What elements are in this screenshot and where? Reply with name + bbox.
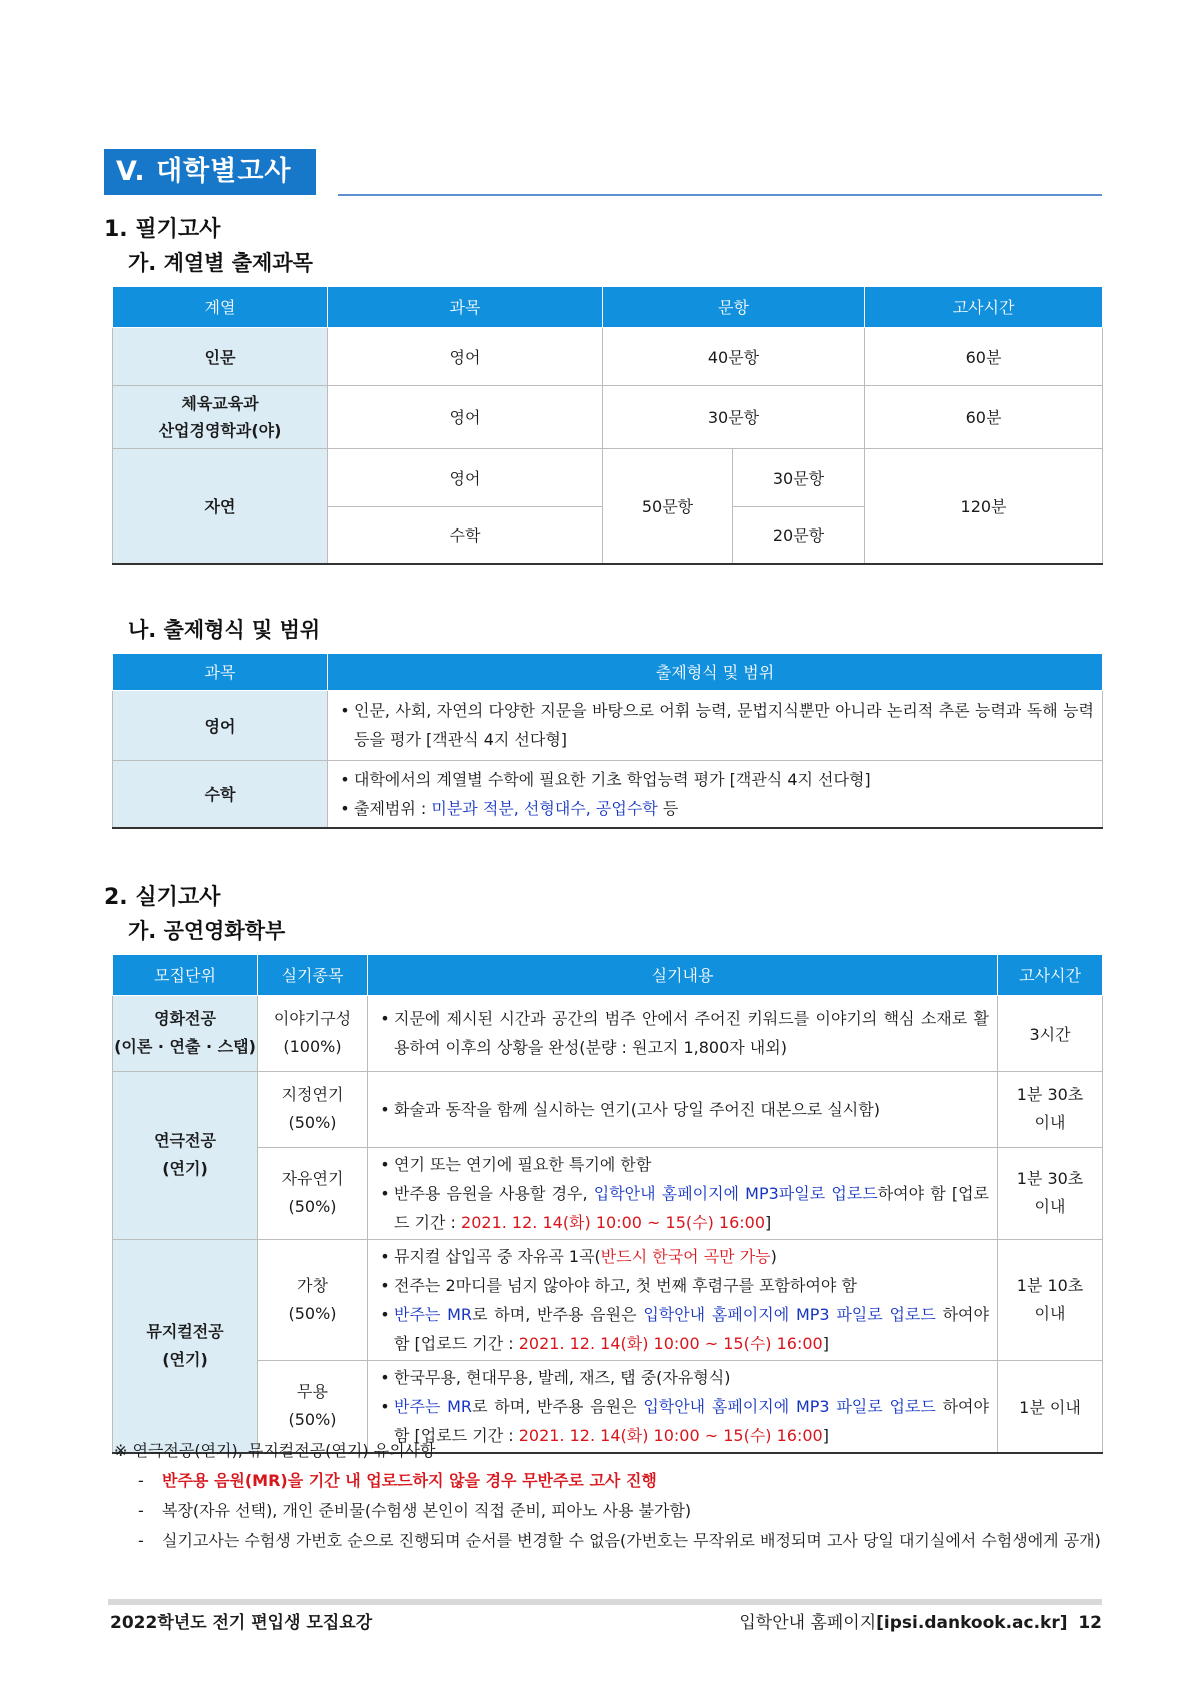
content-cell: • 뮤지컬 삽입곡 중 자유곡 1곡(반드시 한국어 곡만 가능) • 전주는 2마디를 넘지 않아야 하고, 첫 번째 후렴구를 포함하여야 함 • 반주는 MR로 하며, 반주용 음원은 입학안내 홈페이지에 MP3 파일로 업로드 하여야 함 [업로드 기간 : 2021. 12. 14(화) 10:00 ~ 15(수) 16:00] bbox=[368, 1239, 998, 1360]
group-pe-industrial bbox=[113, 385, 328, 448]
header-time: 고사시간 bbox=[998, 955, 1103, 995]
time-line2: 이내 bbox=[1034, 1197, 1066, 1216]
time-line1: 1분 30초 bbox=[1016, 1085, 1084, 1104]
upload-instruction: 입학안내 홈페이지에 MP3파일로 업로드 bbox=[593, 1183, 878, 1203]
math-text2-suffix: 등 bbox=[657, 798, 679, 818]
content-text: 한국무용, 현대무용, 발레, 재즈, 탭 중(자유형식) bbox=[394, 1367, 731, 1387]
content-text: 연기 또는 연기에 필요한 특기에 한함 bbox=[394, 1154, 652, 1174]
content-end: ] bbox=[822, 1333, 829, 1353]
footer-url[interactable]: [ipsi.dankook.ac.kr] bbox=[876, 1613, 1068, 1633]
event-line2: (50%) bbox=[288, 1197, 337, 1216]
format-table bbox=[112, 654, 1103, 829]
unit-line1: 영화전공 bbox=[154, 1009, 216, 1028]
upload-period: 2021. 12. 14(화) 10:00 ~ 15(수) 16:00 bbox=[461, 1212, 766, 1232]
note-item: 반주용 음원(MR)을 기간 내 업로드하지 않을 경우 무반주로 고사 진행 bbox=[162, 1471, 657, 1490]
event-cell bbox=[258, 1147, 368, 1239]
time-cell bbox=[998, 1147, 1103, 1239]
header-content: 실기내용 bbox=[368, 955, 998, 995]
time-cell: 60분 bbox=[865, 385, 1103, 448]
english-text: 인문, 사회, 자연의 다양한 지문을 바탕으로 어휘 능력, 문법지식뿐만 아니라 논리적 추론 능력과 독해 능력 등을 평가 [객관식 4지 선다형] bbox=[354, 701, 1094, 749]
content-text: 지문에 제시된 시간과 공간의 범주 안에서 주어진 키워드를 이야기의 핵심 소재로 활용하여 이후의 상황을 완성(분량 : 원고지 1,800자 내외) bbox=[394, 1009, 989, 1057]
event-line1: 지정연기 bbox=[281, 1085, 344, 1104]
event-line2: (50%) bbox=[288, 1410, 337, 1429]
footer-divider bbox=[108, 1599, 1102, 1605]
items-total-cell: 50문항 bbox=[603, 448, 733, 564]
unit-film bbox=[113, 995, 258, 1071]
header-time: 고사시간 bbox=[865, 287, 1103, 327]
content-cell: • 지문에 제시된 시간과 공간의 범주 안에서 주어진 키워드를 이야기의 핵심 소재로 활용하여 이후의 상황을 완성(분량 : 원고지 1,800자 내외) bbox=[368, 995, 998, 1071]
section1-title: 1. 필기고사 bbox=[104, 217, 221, 242]
group-line1: 체육교육과 bbox=[181, 393, 259, 413]
section1-sub-b: 나. 출제형식 및 범위 bbox=[128, 618, 321, 642]
subject-cell: 영어 bbox=[328, 327, 603, 385]
content-suffix: ) bbox=[770, 1246, 777, 1266]
note-item: 실기고사는 수험생 가번호 순으로 진행되며 순서를 변경할 수 없음(가번호는 무작위로 배정되며 고사 당일 대기실에서 수험생에게 공개) bbox=[162, 1531, 1101, 1550]
time-cell: 1분 이내 bbox=[998, 1360, 1103, 1453]
section2-title: 2. 실기고사 bbox=[104, 885, 221, 910]
time-line2: 이내 bbox=[1034, 1113, 1066, 1132]
mr-note: 반주는 MR bbox=[394, 1396, 473, 1416]
time-line2: 이내 bbox=[1034, 1303, 1066, 1323]
content-suffix: 하여야 함 [업로드 기간 : bbox=[394, 1304, 989, 1353]
event-line1: 이야기구성 bbox=[273, 1009, 352, 1028]
upload-period: 2021. 12. 14(화) 10:00 ~ 15(수) 16:00 bbox=[518, 1425, 823, 1445]
upload-period: 2021. 12. 14(화) 10:00 ~ 15(수) 16:00 bbox=[518, 1333, 823, 1353]
items-cell: 40문항 bbox=[603, 327, 865, 385]
math-text2-prefix: 출제범위 : bbox=[354, 798, 432, 818]
unit-theater bbox=[113, 1071, 258, 1239]
event-line1: 무용 bbox=[297, 1382, 328, 1401]
time-cell bbox=[998, 1239, 1103, 1360]
event-cell bbox=[258, 995, 368, 1071]
content-mid: 로 하며, 반주용 음원은 bbox=[472, 1396, 644, 1416]
event-cell bbox=[258, 1239, 368, 1360]
subject-cell: 수학 bbox=[328, 506, 603, 564]
section2-sub-a: 가. 공연영화학부 bbox=[128, 919, 286, 943]
content-end: ] bbox=[765, 1212, 772, 1232]
footer-right bbox=[739, 1608, 1102, 1633]
header-event: 실기종목 bbox=[258, 955, 368, 995]
unit-line2: (이론 · 연출 · 스탭) bbox=[114, 1037, 256, 1056]
note-item: 복장(자유 선택), 개인 준비물(수험생 본인이 직접 준비, 피아노 사용 불가함) bbox=[162, 1501, 692, 1520]
event-cell bbox=[258, 1071, 368, 1147]
content-text: 전주는 2마디를 넘지 않아야 하고, 첫 번째 후렴구를 포함하여야 함 bbox=[394, 1275, 857, 1295]
footer-homepage-label: 입학안내 홈페이지 bbox=[739, 1613, 877, 1633]
notes-block: ※ 연극전공(연기), 뮤지컬전공(연기) 유의사항 - 반주용 음원(MR)을 기간 내 업로드하지 않을 경우 무반주로 고사 진행 - 복장(자유 선택), 개인 준비물(수험생 본인이 직접 준비, 피아노 사용 불가함) - 실기고사는 수험생 가번호 순으로 진행되며 순서를 변경할 수 없음(가번호는 무작위로 배정되며 고사 당일 대기실에서 수험생에게 공개) bbox=[114, 1436, 1104, 1556]
unit-line1: 뮤지컬전공 bbox=[146, 1321, 224, 1341]
content-mid: 로 하며, 반주용 음원은 bbox=[472, 1304, 644, 1324]
unit-line2: (연기) bbox=[162, 1159, 208, 1178]
items-cell: 30문항 bbox=[603, 385, 865, 448]
upload-instruction: 입학안내 홈페이지에 MP3 파일로 업로드 bbox=[643, 1396, 936, 1416]
content-text: 화술과 동작을 함께 실시하는 연기(고사 당일 주어진 대본으로 실시함) bbox=[394, 1099, 880, 1119]
items-cell: 30문항 bbox=[733, 448, 865, 506]
unit-line2: (연기) bbox=[162, 1349, 208, 1369]
event-line1: 가창 bbox=[297, 1275, 328, 1295]
math-label: 수학 bbox=[113, 760, 328, 828]
content-cell: • 연기 또는 연기에 필요한 특기에 한함 • 반주용 음원을 사용할 경우, 입학안내 홈페이지에 MP3파일로 업로드하여야 함 [업로드 기간 : 2021. 12. 14(화) 10:00 ~ 15(수) 16:00] bbox=[368, 1147, 998, 1239]
math-text1: 대학에서의 계열별 수학에 필요한 기초 학업능력 평가 [객관식 4지 선다형] bbox=[354, 769, 871, 789]
notes-title: ※ 연극전공(연기), 뮤지컬전공(연기) 유의사항 bbox=[114, 1441, 436, 1460]
time-cell bbox=[998, 1071, 1103, 1147]
content-cell: • 한국무용, 현대무용, 발레, 재즈, 탭 중(자유형식) • 반주는 MR로 하며, 반주용 음원은 입학안내 홈페이지에 MP3 파일로 업로드 하여야 함 [업로드 기간 : 2021. 12. 14(화) 10:00 ~ 15(수) 16:00] bbox=[368, 1360, 998, 1453]
content-prefix: 뮤지컬 삽입곡 중 자유곡 1곡( bbox=[394, 1246, 601, 1266]
header-unit: 모집단위 bbox=[113, 955, 258, 995]
group-line2: 산업경영학과(야) bbox=[158, 420, 282, 440]
time-cell: 60분 bbox=[865, 327, 1103, 385]
content-prefix: 반주용 음원을 사용할 경우, bbox=[394, 1183, 594, 1203]
content-suffix: 하여야 함 [업로드 기간 : bbox=[394, 1183, 989, 1232]
subject-table bbox=[112, 287, 1103, 565]
header-subject: 과목 bbox=[328, 287, 603, 327]
content-end: ] bbox=[822, 1425, 829, 1445]
header-items: 문항 bbox=[603, 287, 865, 327]
english-label: 영어 bbox=[113, 690, 328, 760]
unit-line1: 연극전공 bbox=[154, 1131, 216, 1150]
math-desc: • 대학에서의 계열별 수학에 필요한 기초 학업능력 평가 [객관식 4지 선다형] • 출제범위 : 미분과 적분, 선형대수, 공업수학 등 bbox=[328, 760, 1103, 828]
english-desc: • 인문, 사회, 자연의 다양한 지문을 바탕으로 어휘 능력, 문법지식뿐만 아니라 논리적 추론 능력과 독해 능력 등을 평가 [객관식 4지 선다형] bbox=[328, 690, 1103, 760]
event-line2: (100%) bbox=[283, 1037, 342, 1056]
time-line1: 1분 30초 bbox=[1016, 1169, 1084, 1188]
subject-cell: 영어 bbox=[328, 385, 603, 448]
header-group: 계열 bbox=[113, 287, 328, 327]
math-range: 미분과 적분, 선형대수, 공업수학 bbox=[431, 798, 658, 818]
practical-table bbox=[112, 955, 1103, 1454]
time-cell: 120분 bbox=[865, 448, 1103, 564]
content-cell: • 화술과 동작을 함께 실시하는 연기(고사 당일 주어진 대본으로 실시함) bbox=[368, 1071, 998, 1147]
header-format: 출제형식 및 범위 bbox=[328, 654, 1103, 690]
unit-musical bbox=[113, 1239, 258, 1453]
time-cell: 3시간 bbox=[998, 995, 1103, 1071]
time-line1: 1분 10초 bbox=[1016, 1275, 1084, 1295]
korean-only-note: 반드시 한국어 곡만 가능 bbox=[600, 1246, 771, 1266]
event-line2: (50%) bbox=[288, 1113, 337, 1132]
page-number: 12 bbox=[1078, 1613, 1102, 1633]
group-humanities: 인문 bbox=[113, 327, 328, 385]
subject-cell: 영어 bbox=[328, 448, 603, 506]
items-cell: 20문항 bbox=[733, 506, 865, 564]
section1-sub-a: 가. 계열별 출제과목 bbox=[128, 251, 313, 275]
upload-instruction: 입학안내 홈페이지에 MP3 파일로 업로드 bbox=[643, 1304, 936, 1324]
event-line2: (50%) bbox=[288, 1303, 337, 1323]
chapter-divider bbox=[338, 194, 1102, 196]
group-natural: 자연 bbox=[113, 448, 328, 564]
chapter-title: V. 대학별고사 bbox=[104, 149, 316, 195]
header-subject: 과목 bbox=[113, 654, 328, 690]
mr-note: 반주는 MR bbox=[394, 1304, 473, 1324]
content-suffix: 하여야 함 [업로드 기간 : bbox=[394, 1396, 989, 1445]
footer-title: 2022학년도 전기 편입생 모집요강 bbox=[110, 1613, 373, 1633]
event-line1: 자유연기 bbox=[281, 1169, 344, 1188]
